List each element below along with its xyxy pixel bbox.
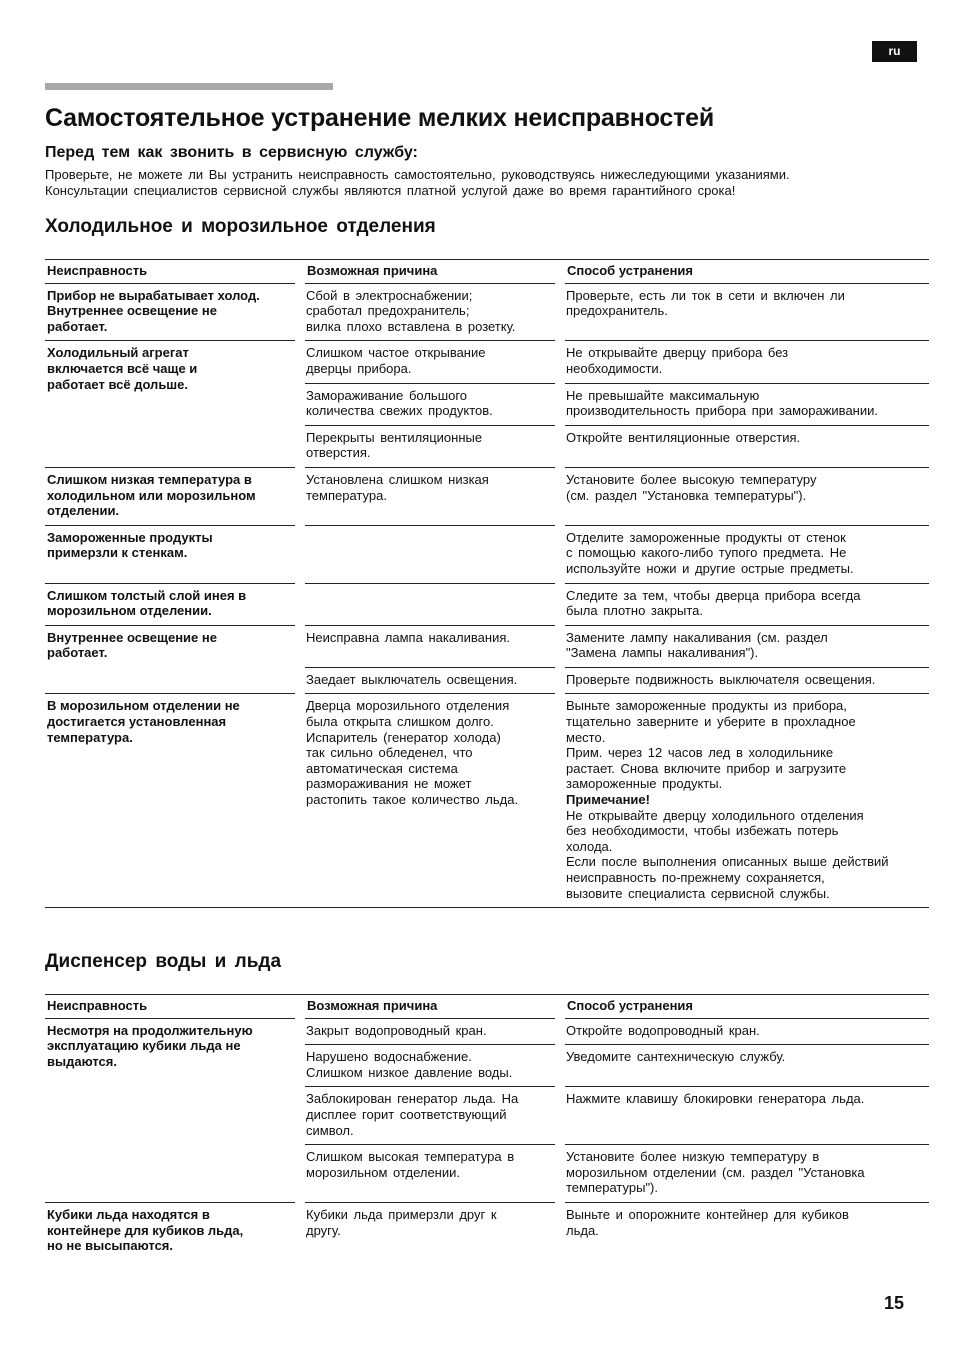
cause-cell [305,525,555,583]
intro-text: Проверьте, не можете ли Вы устранить неисправность самостоятельно, руководствуясь нижеследующими указаниями. Консультации специалистов сервисной службы являются платной услугой даже во время гарантийного срока! [45,167,790,198]
fault-cell: В морозильном отделении не достигается установленная температура. [45,693,295,907]
column-header: Способ устранения [567,263,694,278]
table-header [45,994,929,1018]
fault-group [45,525,929,583]
page-title: Самостоятельное устранение мелких неисправностей [45,104,715,132]
language-badge: ru [872,41,917,62]
fault-cell: Прибор не вырабатывает холод. Внутреннее освещение не работает. [45,283,295,341]
column-header: Возможная причина [307,263,438,278]
fault-cell: Несмотря на продолжительную эксплуатацию кубики льда не выдаются. [45,1018,295,1202]
cause-cell: Неисправна лампа накаливания. [305,625,555,667]
troubleshooting-table-dispenser [45,994,929,1260]
cause-cell: Кубики льда примерзли друг к другу. [305,1202,555,1260]
fault-cell: Замороженные продукты примерзли к стенкам. [45,525,295,583]
remedy-cell [565,625,929,667]
fault-cell: Слишком низкая температура в холодильном или морозильном отделении. [45,467,295,525]
subtitle: Перед тем как звонить в сервисную службу: [45,144,418,161]
remedy-text: Уведомите сантехническую службу. [566,1049,786,1065]
note-label: Примечание! [566,792,650,808]
fault-group [45,283,929,341]
remedy-cell [565,1202,929,1260]
decorative-bar [45,83,333,90]
remedy-cell [565,383,929,425]
remedy-cell [565,583,929,625]
table-header [45,259,929,283]
remedy-text: Откройте вентиляционные отверстия. [566,429,801,445]
remedy-cell [565,525,929,583]
remedy-cell [565,283,929,341]
cause-cell: Дверца морозильного отделения была открыта слишком долго. Испаритель (генератор холода) так сильно обледенел, что автоматическая система размораживания не может растопить такое количество льда. [305,693,555,907]
fault-cell: Холодильный агрегат включается всё чаще и работает всё дольше. [45,340,295,467]
cause-cell: Закрыт водопроводный кран. [305,1018,555,1045]
remedy-text: Установите более высокую температуру (см. раздел "Установка температуры"). [566,471,817,503]
remedy-text: Проверьте подвижность выключателя освещения. [566,671,876,687]
fault-cell: Внутреннее освещение не работает. [45,625,295,694]
remedy-text: Следите за тем, чтобы дверца прибора всегда была плотно закрыта. [566,587,861,619]
remedy-cell [565,1144,929,1202]
remedy-cell [565,340,929,382]
fault-group [45,583,929,625]
cause-cell: Перекрыты вентиляционные отверстия. [305,425,555,467]
fault-group [45,693,929,907]
remedy-text: Проверьте, есть ли ток в сети и включен ли предохранитель. [566,287,845,319]
fault-group [45,1202,929,1260]
fault-cell: Кубики льда находятся в контейнере для кубиков льда, но не высыпаются. [45,1202,295,1260]
remedy-text: Не превышайте максимальную производительность прибора при замораживании. [566,387,878,419]
column-header: Неисправность [47,998,148,1013]
fault-group [45,340,929,467]
remedy-cell [565,1044,929,1086]
fault-group [45,467,929,525]
remedy-cell [565,425,929,467]
remedy-text: Выньте замороженные продукты из прибора, тщательно заверните и уберите в прохладное место. Прим. через 12 часов лед в холодильнике растает. Снова включите прибор и загрузите замороженные продукты. [566,698,856,792]
remedy-text: Выньте и опорожните контейнер для кубиков льда. [566,1206,849,1238]
fault-group [45,1018,929,1202]
column-header: Способ устранения [567,998,694,1013]
remedy-text: Не открывайте дверцу прибора без необходимости. [566,345,789,376]
cause-cell: Нарушено водоснабжение. Слишком низкое давление воды. [305,1044,555,1086]
cause-cell: Сбой в электроснабжении; сработал предохранитель; вилка плохо вставлена в розетку. [305,283,555,341]
troubleshooting-table-fridge [45,259,929,908]
column-header: Неисправность [47,263,148,278]
table-bottom-rule [45,907,929,908]
remedy-cell [565,1086,929,1144]
column-header: Возможная причина [307,998,438,1013]
section-heading-dispenser: Диспенсер воды и льда [45,951,282,972]
remedy-text: Нажмите клавишу блокировки генератора льда. [566,1091,865,1107]
cause-cell: Установлена слишком низкая температура. [305,467,555,525]
cause-cell: Заедает выключатель освещения. [305,667,555,694]
page-number: 15 [884,1293,905,1313]
cause-cell: Заблокирован генератор льда. На дисплее горит соответствующий символ. [305,1086,555,1144]
note-text: Не открывайте дверцу холодильного отделения без необходимости, чтобы избежать потерь холода. Если после выполнения описанных выше действий неисправность по-прежнему сохраняется, вызовите специалиста сервисной службы. [566,807,889,901]
remedy-text: Установите более низкую температуру в морозильном отделении (см. раздел "Установка температуры"). [566,1149,865,1196]
cause-cell: Слишком частое открывание дверцы прибора. [305,340,555,382]
remedy-cell [565,667,929,694]
cause-cell: Слишком высокая температура в морозильном отделении. [305,1144,555,1202]
remedy-text: Откройте водопроводный кран. [566,1022,760,1038]
remedy-cell [565,1018,929,1045]
remedy-cell [565,693,929,907]
section-heading-fridge: Холодильное и морозильное отделения [45,216,436,237]
cause-cell: Замораживание большого количества свежих продуктов. [305,383,555,425]
fault-group [45,625,929,694]
remedy-cell [565,467,929,525]
remedy-text: Замените лампу накаливания (см. раздел "Замена лампы накаливания"). [566,629,828,661]
fault-cell: Слишком толстый слой инея в морозильном отделении. [45,583,295,625]
cause-cell [305,583,555,625]
remedy-text: Отделите замороженные продукты от стенок с помощью какого-либо тупого предмета. Не используйте ножи и другие острые предметы. [566,529,854,576]
